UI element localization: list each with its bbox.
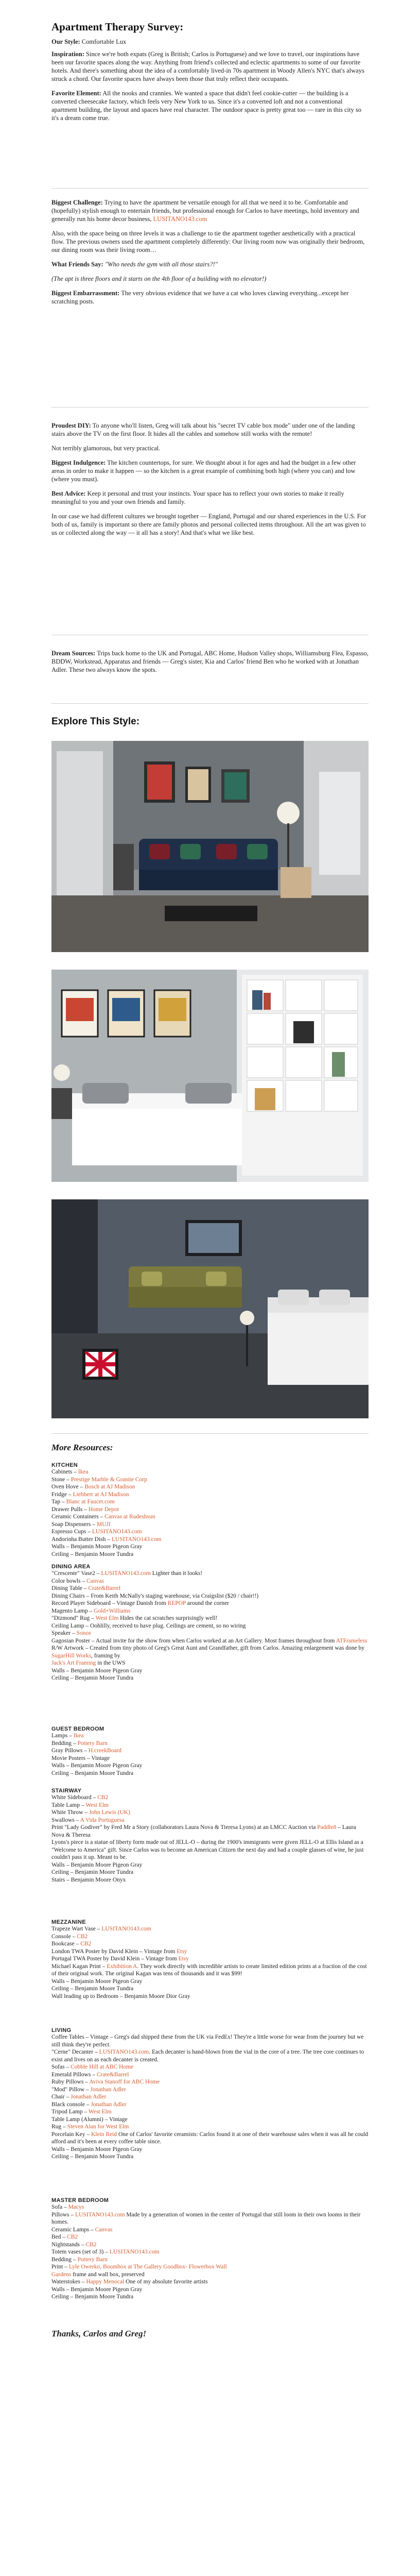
advice-paragraph-2: In our case we had different cultures we brought together — England, Portugal and our shared experiences in the U.S. For both of us, family is important so there are family photos and personal collected items throughout. All the art was given to us or collected along the way — it all has a story! And that's what we like best.: [51, 513, 366, 536]
resource-label: Walls – Benjamin Moore Pigeon Gray: [51, 1978, 143, 1985]
resource-link[interactable]: Happy Menocal: [86, 2279, 125, 2285]
resource-line: [51, 2123, 369, 2131]
resource-label: Ceiling – Benjamin Moore Tundra: [51, 1770, 134, 1776]
resource-label: Color bowls –: [51, 1578, 85, 1584]
resource-line: [51, 1578, 369, 1585]
resource-link[interactable]: West Elm: [85, 1802, 109, 1808]
resource-line: [51, 1809, 369, 1817]
resource-link[interactable]: West Elm: [95, 1615, 119, 1621]
resource-label: Dining Table –: [51, 1585, 87, 1591]
resource-label: Black console –: [51, 2101, 90, 2108]
resource-line: [51, 1543, 369, 1551]
resource-line: [51, 2278, 369, 2286]
room-title: GUEST BEDROOM: [51, 1726, 104, 1732]
resource-label: Movie Posters – Vintage: [51, 1755, 110, 1761]
resource-note: frame and wall box, preserved: [71, 2271, 145, 2278]
resource-link[interactable]: Steven Alan for West Elm: [67, 2124, 129, 2130]
challenge-paragraph-2: Also, with the space being on three levels it was a challenge to tie the apartment together aesthetically with a practical flow. The previous owners used the apartment completely differently: Our living room now was originally their bedroom, our dining room was their living room…: [51, 230, 365, 253]
resource-link[interactable]: LUSITANO143.com: [109, 2249, 160, 2255]
resource-label: Ceiling – Benjamin Moore Tundra: [51, 1986, 134, 1992]
resource-label: Drawer Pulls –: [51, 1506, 87, 1513]
resource-line: [51, 1802, 369, 1809]
resource-label: Ceramic Containers –: [51, 1514, 103, 1520]
resource-stairway: [51, 1788, 369, 1884]
resource-link[interactable]: CB2: [80, 1941, 92, 1947]
resource-label: Gagosian Poster – Actual invite for the show from when Carlos worked at an Art Gallery. Most frames throughout from: [51, 1637, 335, 1644]
resource-line: [51, 1551, 369, 1558]
resource-line: [51, 1637, 369, 1645]
resource-line: [51, 1585, 369, 1592]
resource-line: [51, 2293, 369, 2301]
resource-line: [51, 1978, 369, 1986]
resource-line: [51, 1762, 369, 1770]
photo-master-bedroom: [51, 1199, 369, 1418]
resource-label: "Dizmond" Rug –: [51, 1615, 94, 1621]
divider: [51, 188, 369, 189]
resource-link[interactable]: Canvas: [86, 1578, 104, 1584]
resource-line: [51, 1600, 369, 1607]
lusitano-link[interactable]: LUSITANO143.com: [153, 215, 207, 223]
resource-label: Swallows –: [51, 1817, 79, 1823]
resource-link[interactable]: A Vida Portuguesa: [80, 1817, 125, 1823]
page-title: Apartment Therapy Survey:: [51, 21, 184, 33]
living-room-photo-image: [51, 741, 369, 952]
resource-label: Rug –: [51, 2124, 66, 2130]
resource-line: [51, 1869, 369, 1876]
resource-label: Dining Chairs – From Keith McNally's staging warehouse, via Craigslist ($20 / chair!!): [51, 1592, 259, 1599]
resource-note: Hides the cat scratches surprisingly well!: [118, 1615, 218, 1621]
resource-line: [51, 2071, 369, 2079]
resource-link[interactable]: Cobble Hill at ABC Home: [71, 2064, 134, 2070]
resource-line: [51, 1925, 369, 1933]
room-list: [51, 1570, 369, 1682]
resource-label: Bed –: [51, 2234, 66, 2240]
resource-link[interactable]: Blanc at Faucet.com: [66, 1499, 115, 1505]
resource-link[interactable]: H.creekBoard: [88, 1748, 122, 1754]
resource-label: Espresso Cups –: [51, 1529, 91, 1535]
friends-note: (The apt is three floors and it starts on the 4th floor of a building with no elevator!): [51, 275, 267, 282]
resource-link[interactable]: Etsy: [177, 1948, 187, 1955]
resource-line: [51, 1491, 369, 1499]
resource-note: in the UWS: [96, 1660, 126, 1666]
resource-label: Wall leading up to Bedroom – Benjamin Moore Dior Gray: [51, 1993, 190, 1999]
resource-link[interactable]: CB2: [85, 2241, 97, 2248]
divider: [51, 407, 369, 408]
resource-link[interactable]: LUSITANO143.com: [99, 2049, 149, 2055]
resource-line: [51, 2086, 369, 2094]
resource-label: Portugal TWA Poster by David Klein – Vintage from: [51, 1956, 177, 1962]
dream-sources-paragraph: Dream Sources: Trips back home to the UK and Portugal, ABC Home, Hudson Valley shops, Williamsburg Flea, Espasso, BDDW, Workstead, Apparatus and friends — Greg's sister, Kia and Carlos' friend Ben who he worked with at Jonathan Adler. These two always know the spots.: [51, 650, 369, 673]
resource-link[interactable]: Jonathan Adler: [90, 2086, 126, 2093]
resource-link[interactable]: CB2: [67, 2234, 78, 2240]
resource-label: Sofa –: [51, 2204, 67, 2210]
resources-heading: More Resources:: [51, 1443, 113, 1452]
resource-line: [51, 2146, 369, 2154]
guest-bedroom-photo-image: [51, 970, 369, 1182]
resource-line: [51, 2048, 369, 2063]
resource-line: [51, 1667, 369, 1675]
resource-label: Emerald Pillows –: [51, 2071, 95, 2078]
resource-link[interactable]: SugarHill Works: [51, 1652, 92, 1659]
resource-label: Nightstands –: [51, 2241, 84, 2248]
master-bedroom-photo-image: [51, 1199, 369, 1418]
resource-label: Ruby Pillows –: [51, 2079, 88, 2085]
resource-label: Bedding –: [51, 2256, 76, 2263]
resource-label: Gray Pillows –: [51, 1748, 87, 1754]
resource-label: Lamps –: [51, 1733, 72, 1739]
dream-section: [51, 649, 369, 674]
resource-line: [51, 1940, 369, 1948]
survey-header: [51, 21, 369, 122]
resource-line: [51, 2248, 369, 2256]
resource-line: [51, 2078, 369, 2086]
resource-line: [51, 2233, 369, 2241]
resource-label: Totem vases (set of 3) –: [51, 2249, 109, 2255]
favorite-element-paragraph: Favorite Element: All the nooks and crannies. We wanted a space that didn't feel cookie-cutter — the building is a converted cheesecake factory, which feels very New York to us. Since it's a converted loft and not a conventional apartment building, the layout and spaces have real character. The outdoor space is pretty great too — rare in this city so it's a dream come true.: [51, 90, 361, 122]
room-list: [51, 1925, 369, 2000]
photo-living-room: [51, 741, 369, 952]
resource-line: [51, 1570, 369, 1578]
resource-note: . They work directly with incredible artists to create limited edition prints at a fraction of the cost of their original work. The original Kagan was tens of thousands and it was $99!: [51, 1963, 367, 1977]
resource-line: [51, 1861, 369, 1869]
resource-link[interactable]: Jack's Art Framing: [51, 1660, 96, 1666]
resource-line: [51, 1948, 369, 1956]
resource-label: Waterstokes –: [51, 2279, 85, 2285]
resource-line: [51, 1674, 369, 1682]
resource-line: [51, 1876, 369, 1884]
resource-label: "Mod" Pillow –: [51, 2086, 89, 2093]
resource-link[interactable]: Gardens: [51, 2271, 72, 2278]
footer: [51, 2329, 369, 2339]
resource-line: [51, 1476, 369, 1484]
resource-line: [51, 1483, 369, 1491]
resource-line: [51, 1794, 369, 1802]
resource-line: [51, 1615, 369, 1622]
resource-link[interactable]: Lyle Owerko, Boombox at The Gallery Goodbox- Flowerbox Wall: [68, 2264, 227, 2270]
resource-label: Walls – Benjamin Moore Pigeon Gray: [51, 1762, 143, 1769]
resource-label: Walls – Benjamin Moore Pigeon Gray: [51, 2146, 143, 2153]
resource-kitchen: [51, 1462, 369, 1558]
resource-living: [51, 2027, 369, 2161]
resource-label: "Crescente" Vase2 –: [51, 1570, 100, 1577]
resource-note: . Each decanter is hand-blown from the vial in the core of a tree. The tree core continues to exist and lives on as each decanter is created.: [51, 2049, 364, 2063]
resource-label: Coffee Tables – Vintage – Greg's dad shipped these from the UK via FedEx! They're a little worse for wear from the journey but we still think they're perfect.: [51, 2034, 364, 2048]
embarrassment-paragraph: Biggest Embarrassment: The very obvious evidence that we have a cat who loves clawing everything...except her scratching posts.: [51, 290, 349, 305]
resource-line: [51, 2226, 369, 2234]
resource-link[interactable]: Bosch at AJ Madison: [84, 1484, 135, 1490]
resource-line: [51, 1732, 369, 1740]
resource-mezzanine: [51, 1919, 369, 2000]
resource-note: One of my absolute favorite artists: [124, 2279, 208, 2285]
resource-label: Walls – Benjamin Moore Pigeon Gray: [51, 2286, 143, 2293]
resource-label: Walls – Benjamin Moore Pigeon Gray: [51, 1667, 143, 1674]
resource-label: Oven Hove –: [51, 1484, 83, 1490]
resource-line: [51, 2256, 369, 2264]
resource-note: Lighter than it looks!: [150, 1570, 203, 1577]
divider: [51, 703, 369, 704]
resource-line: [51, 1513, 369, 1521]
resource-label: Record Player Sideboard – Vintage Danish from: [51, 1600, 166, 1606]
resource-guest-bedroom: [51, 1726, 369, 1777]
resource-line: [51, 1622, 369, 1630]
resource-line: [51, 1955, 369, 1963]
room-list: [51, 1732, 369, 1777]
divider: [51, 1433, 369, 1434]
resource-link[interactable]: REPOP: [167, 1600, 186, 1606]
resource-label: Tripod Lamp –: [51, 2109, 87, 2115]
inspiration-paragraph: Inspiration: Since we're both expats (Greg is British; Carlos is Portuguese) and we love to travel, our inspirations have been our favorite spaces along the way. Anything from friend's collected and eclectic apartments to some of our favorite hotels. And there's something about the idea of a comfortably lived-in 70s apartment in Woody Allen's NYC that's always struck a chord. Our favorite spaces have always been those that truly reflect their occupants.: [51, 50, 364, 82]
resource-label: Lyons's piece is a statue of liberty form made out of JELL-O – during the 1900's immigrants were given JELL-O at Ellis Island as a "Welcome to America" gift. Since Carlos was to become an American Citizen the next day and had a couple glasses of wine, he just couldn't pass it up. Meant to be.: [51, 1839, 364, 1860]
resource-label: Ceiling – Benjamin Moore Tundra: [51, 2294, 134, 2300]
resource-line: [51, 2131, 369, 2146]
resource-label: Walls – Benjamin Moore Pigeon Gray: [51, 1544, 143, 1550]
resource-line: [51, 1817, 369, 1824]
resource-label: Ceiling Lamp – Oohlilly, received to have plug. Ceilings are cement, so no wiring: [51, 1622, 246, 1629]
resource-label: Table Lamp –: [51, 1802, 84, 1808]
resource-label: Soap Dispensers –: [51, 1521, 95, 1528]
resource-label: Ceramic Lamps –: [51, 2226, 94, 2233]
room-list: [51, 2033, 369, 2161]
style-line: Our Style: Comfortable Lux: [51, 38, 127, 45]
resource-line: [51, 2101, 369, 2109]
resource-line: [51, 2153, 369, 2161]
resource-label: Table Lamp (Alumni) – Vintage: [51, 2116, 128, 2123]
resource-label: Bookcase –: [51, 1941, 79, 1947]
resource-line: [51, 1747, 369, 1755]
resource-line: [51, 1645, 369, 1659]
room-title: LIVING: [51, 2027, 72, 2033]
resource-line: [51, 1468, 369, 1476]
challenges-section: [51, 198, 369, 306]
resource-label: Porcelain Key –: [51, 2131, 90, 2138]
resource-link[interactable]: LUSITANO143.com: [92, 1529, 142, 1535]
resource-link[interactable]: Home Depot: [88, 1506, 119, 1513]
resource-line: [51, 2211, 369, 2226]
resource-line: [51, 1659, 369, 1667]
resource-link[interactable]: Canvas at Rudeshsun: [104, 1514, 155, 1520]
resource-note: One of Carlos' favorite ceramists: Carlos found it at one of their warehouse sales when it was all he could afford and it's been at every coffee table since.: [51, 2131, 369, 2145]
resource-line: [51, 1755, 369, 1762]
room-list: [51, 1794, 369, 1884]
resource-note: – Laura Nova & Theresa: [51, 1824, 356, 1838]
resource-line: [51, 2116, 369, 2124]
resource-note: around the corner: [185, 1600, 229, 1606]
resources-section: [51, 1443, 369, 1453]
diy-paragraph: Proudest DIY: To anyone who'll listen, Greg will talk about his "secret TV cable box mode" under one of the landing stairs above the TV on the first floor. It hides all the cables and somehow still works with the remote!: [51, 422, 355, 437]
resource-link[interactable]: LUSITANO143.com: [111, 1536, 162, 1543]
diy-note: Not terribly glamorous, but very practical.: [51, 445, 161, 452]
resource-link[interactable]: John Lewis (UK): [89, 1809, 130, 1816]
resource-line: [51, 1630, 369, 1637]
resource-label: White Throw –: [51, 1809, 88, 1816]
resource-label: Cabinets –: [51, 1469, 77, 1475]
photo-guest-bedroom: [51, 970, 369, 1182]
resource-label: Trapeze Wart Vase –: [51, 1926, 100, 1932]
resource-dining: [51, 1564, 369, 1682]
resource-line: [51, 2108, 369, 2116]
room-title: STAIRWAY: [51, 1788, 82, 1794]
room-list: [51, 2204, 369, 2301]
resource-link[interactable]: Sonos: [76, 1630, 91, 1636]
resource-link[interactable]: Ikea: [78, 1469, 89, 1475]
resource-label: R/W Artwork – Created from tiny photo of Greg's Great Aunt and Grandfather, gift from Carlos. Amazing enlargement was done by: [51, 1645, 364, 1651]
resource-line: [51, 1528, 369, 1536]
resource-label: Speaker –: [51, 1630, 75, 1636]
resource-link[interactable]: West Elm: [88, 2109, 112, 2115]
resource-note: Made by a generation of women in the center of Portugal that still loom in their own looms in their homes.: [51, 2211, 361, 2225]
resource-label: "Cerne" Decanter –: [51, 2049, 98, 2055]
resource-line: [51, 1521, 369, 1529]
resource-line: [51, 1839, 369, 1861]
resource-label: White Sideboard –: [51, 1794, 96, 1801]
resource-link[interactable]: Pottery Barn: [77, 1740, 108, 1747]
resource-line: [51, 1536, 369, 1544]
resource-line: [51, 1506, 369, 1514]
resource-line: [51, 1607, 369, 1615]
room-title: DINING AREA: [51, 1564, 91, 1570]
resource-link[interactable]: LUSITANO143.com: [101, 1570, 151, 1577]
resource-label: Print "Lady Godiver" by Fred Mr a Story (collaborators Laura Nova & Tieresa Lyons) at an LMCC Auction via: [51, 1824, 316, 1831]
resource-link[interactable]: Macys: [68, 2204, 84, 2210]
room-title: MASTER BEDROOM: [51, 2197, 109, 2204]
resource-label: Stone –: [51, 1476, 69, 1483]
resource-label: Ceiling – Benjamin Moore Tundra: [51, 1551, 134, 1557]
explore-heading-block: [51, 716, 369, 727]
friends-say-line: What Friends Say: "Who needs the gym with all those stairs?!": [51, 261, 218, 268]
explore-heading: Explore This Style:: [51, 716, 140, 727]
resource-line: [51, 1824, 369, 1839]
resource-label: Print –: [51, 2264, 67, 2270]
resource-label: Stairs – Benjamin Moore Onyx: [51, 1876, 126, 1883]
resource-line: [51, 1933, 369, 1941]
resource-link[interactable]: Aviva Stanoff for ABC Home: [89, 2079, 160, 2085]
resource-label: Fridge –: [51, 1491, 72, 1498]
resource-label: London TWA Poster by David Klein – Vintage from: [51, 1948, 176, 1955]
resource-line: [51, 1770, 369, 1777]
diy-section: [51, 421, 369, 537]
resource-line: [51, 2093, 369, 2101]
resource-line: [51, 1985, 369, 1993]
resource-link[interactable]: Crate&Barrel: [88, 1585, 121, 1591]
resource-link[interactable]: Ikea: [73, 1733, 84, 1739]
resource-line: [51, 1592, 369, 1600]
resource-label: Pillows –: [51, 2211, 74, 2218]
resource-link[interactable]: Jonathan Adler: [71, 2094, 107, 2100]
resource-link[interactable]: LUSITANO143.com: [101, 1926, 151, 1932]
resource-label: Magento Lamp –: [51, 1607, 93, 1614]
resource-link[interactable]: Canvas: [95, 2226, 113, 2233]
resource-line: [51, 2033, 369, 2048]
resource-line: [51, 1963, 369, 1978]
resource-label: Walls – Benjamin Moore Pigeon Gray: [51, 1861, 143, 1868]
thanks-signoff: Thanks, Carlos and Greg!: [51, 2329, 147, 2338]
resource-link[interactable]: Prestige Marble & Granite Corp: [71, 1476, 147, 1483]
resource-link[interactable]: Etsy: [178, 1956, 189, 1962]
resource-line: [51, 2263, 369, 2271]
resource-label: Ceiling – Benjamin Moore Tundra: [51, 2154, 134, 2160]
resource-note: , framing by: [91, 1652, 120, 1659]
resource-link[interactable]: MUJI: [96, 1521, 111, 1528]
resource-label: Andorinha Butter Dish –: [51, 1536, 111, 1543]
resource-line: [51, 1993, 369, 2001]
resource-label: Bedding –: [51, 1740, 76, 1747]
resource-link[interactable]: Liebherr at AJ Madison: [73, 1491, 129, 1498]
resource-label: Console –: [51, 1933, 76, 1940]
resource-label: Ceiling – Benjamin Moore Tundra: [51, 1869, 134, 1875]
resource-line: [51, 2063, 369, 2071]
resource-label: Chair –: [51, 2094, 69, 2100]
resource-link[interactable]: Jonathan Adler: [91, 2101, 127, 2108]
room-title: KITCHEN: [51, 1462, 78, 1468]
room-title: MEZZANINE: [51, 1919, 86, 1925]
room-list: [51, 1468, 369, 1558]
resource-line: [51, 2241, 369, 2249]
indulgence-paragraph: Biggest Indulgence: The kitchen countertops, for sure. We thought about it for ages and had the budget in a few other areas in order to make it happen — so the kitchen is a great example of combining both high (where you can) and low (where you must).: [51, 459, 356, 483]
challenge-paragraph: Biggest Challenge: Trying to have the apartment be versatile enough for all that we need it to be. Comfortable and (hopefully) stylish enough to entertain friends, but professional enough for Carlos to have meetings, hold inventory and generally run his home decor business, LUSITANO143.com: [51, 199, 359, 223]
resource-link[interactable]: Pottery Barn: [77, 2256, 108, 2263]
resource-link[interactable]: LUSITANO143.com: [75, 2211, 125, 2218]
resource-link[interactable]: Paddle8: [317, 1824, 337, 1831]
resource-line: [51, 1498, 369, 1506]
resource-label: Tap –: [51, 1499, 65, 1505]
resource-label: Sofas –: [51, 2064, 69, 2070]
advice-paragraph: Best Advice: Keep it personal and trust your instincts. Your space has to reflect your own stories to make it really meaningful to you and your own friends and family.: [51, 490, 344, 505]
resource-link[interactable]: CB2: [77, 1933, 88, 1940]
resource-line: [51, 2271, 369, 2279]
resource-line: [51, 2286, 369, 2294]
resource-line: [51, 2204, 369, 2211]
resource-link[interactable]: Crate&Barrel: [96, 2071, 129, 2078]
resource-master-bedroom: [51, 2197, 369, 2301]
resource-label: Ceiling – Benjamin Moore Tundra: [51, 1675, 134, 1681]
resource-label: Michael Kagan Print –: [51, 1963, 106, 1970]
resource-link[interactable]: Klein Reid: [91, 2131, 117, 2138]
resource-link[interactable]: Exhibition A: [107, 1963, 137, 1970]
resource-link[interactable]: CB2: [97, 1794, 109, 1801]
resource-line: [51, 1740, 369, 1748]
resource-link[interactable]: ATFrameless: [336, 1637, 367, 1644]
resource-link[interactable]: Gold+Williams: [94, 1607, 131, 1614]
